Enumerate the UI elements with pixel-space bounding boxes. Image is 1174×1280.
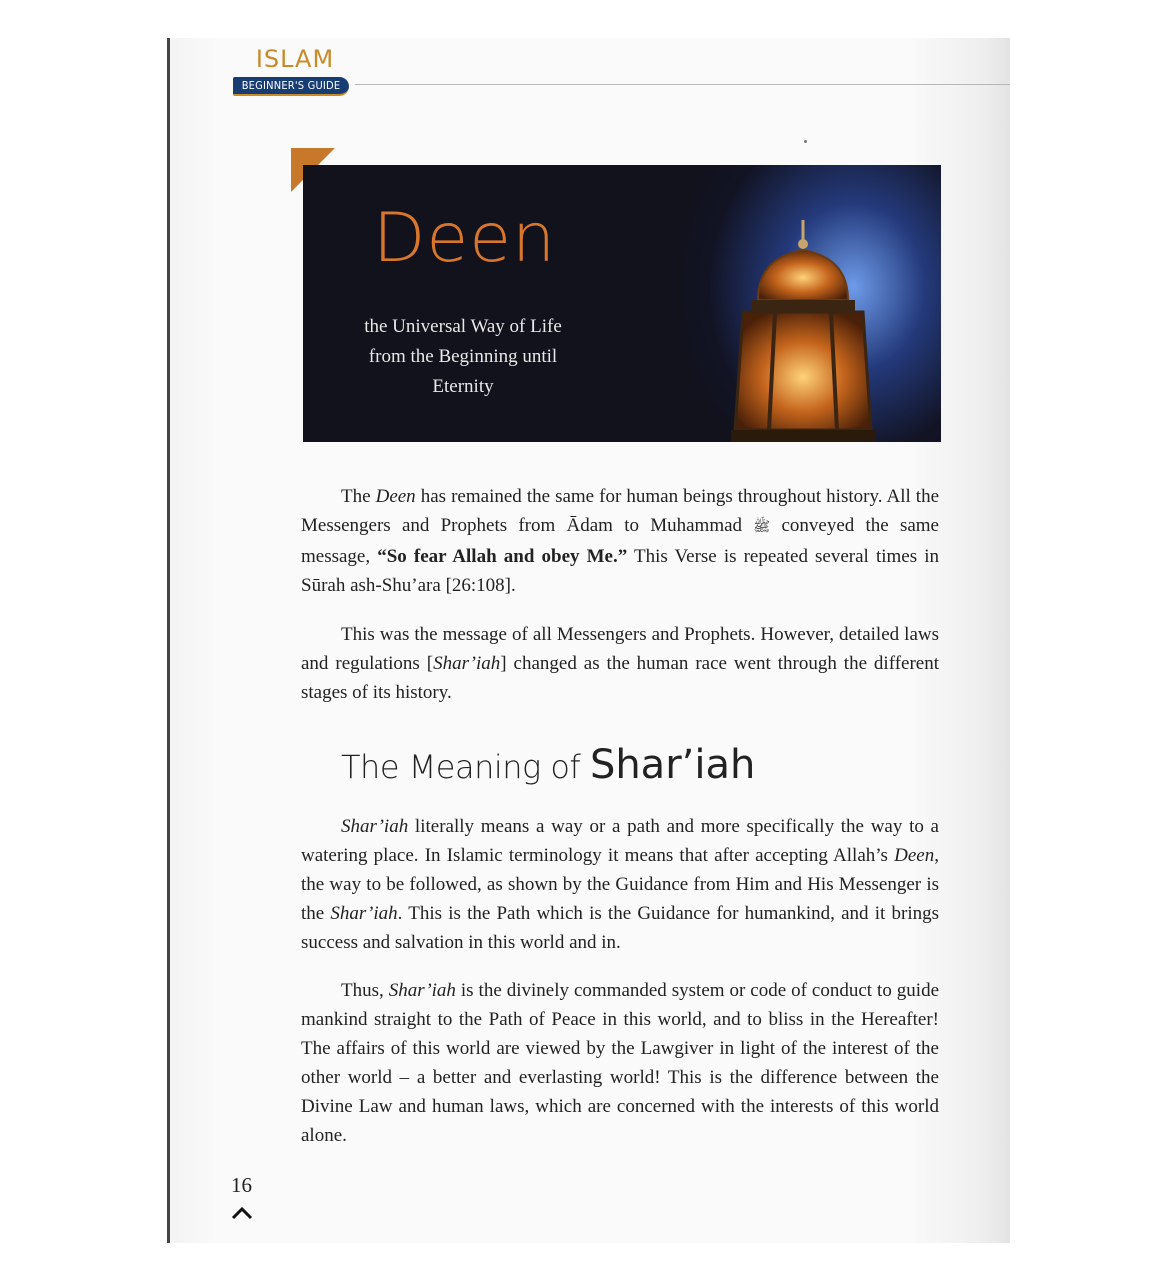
italic-term: Shar’iah <box>388 980 456 1001</box>
text-span: . This is the Path which is the Guidance for humankind, and it brings success and salvation in this world and in. <box>301 903 939 953</box>
book-page <box>167 38 1010 1243</box>
section-heading <box>341 742 755 788</box>
text-span: literally means a way or a path and more specifically the way to a watering place. In Islamic terminology it means that after accepting Allah’s <box>301 816 939 866</box>
text-span: is the divinely commanded system or code of conduct to guide mankind straight to the Path of Peace in this world, and to bliss in the Hereafter! The affairs of this world are viewed by the Lawgiver in light of the interest of the other world – a better and everlasting world! This is the difference between the Divine Law and human laws, which are concerned with the interests of this world alone. <box>301 980 939 1146</box>
section-heading-bold: Shar’iah <box>589 742 756 788</box>
text-span: conveyed the same message, <box>301 515 939 567</box>
logo-tagline: BEGINNER'S GUIDE <box>233 77 349 96</box>
banner-title: Deen <box>373 199 557 278</box>
text-span: , the way to be followed, as shown by the Guidance from Him and His Messenger is the <box>301 845 939 924</box>
italic-term: Deen <box>894 845 935 866</box>
page-number: 16 <box>231 1173 252 1197</box>
chevron-up-icon[interactable] <box>231 1206 253 1220</box>
text-span: This was the message of all Messengers and Prophets. However, detailed laws and regulations [ <box>301 624 939 674</box>
text-span: has remained the same for human beings throughout history. All the Messengers and Prophets from Ādam to Muhammad <box>301 486 940 536</box>
speck <box>804 140 807 143</box>
paragraph-1 <box>301 482 939 600</box>
banner-subtitle <box>343 312 583 402</box>
banner-subtitle-line: Eternity <box>432 376 494 397</box>
text-span: Thus, <box>341 980 389 1001</box>
text-span: This Verse is repeated several times in Sūrah ash-Shu’ara [26:108]. <box>301 546 939 596</box>
italic-term: Shar’iah <box>330 903 398 924</box>
bold-quote: “So fear Allah and obey Me.” <box>377 546 628 567</box>
italic-term: Shar’iah <box>433 653 501 674</box>
text-span: ] changed as the human race went through the different stages of its history. <box>301 653 939 703</box>
paragraph-3 <box>301 812 939 957</box>
section-heading-light: The Meaning of <box>341 748 590 786</box>
logo-word: ISLAM <box>255 45 335 73</box>
paragraph-2 <box>301 620 939 707</box>
paragraph-4 <box>301 976 939 1150</box>
italic-term: Shar’iah <box>341 816 409 837</box>
lantern-illustration <box>703 220 941 442</box>
page-spine <box>167 38 170 1243</box>
text-span: The <box>341 486 376 507</box>
header-rule <box>355 84 1010 85</box>
chapter-banner <box>303 165 941 442</box>
italic-term: Deen <box>375 486 416 507</box>
book-logo <box>233 45 423 98</box>
banner-subtitle-line: from the Beginning until <box>368 346 558 367</box>
banner-subtitle-line: the Universal Way of Life <box>364 316 562 337</box>
honorific-glyph: ﷺ <box>753 520 771 535</box>
